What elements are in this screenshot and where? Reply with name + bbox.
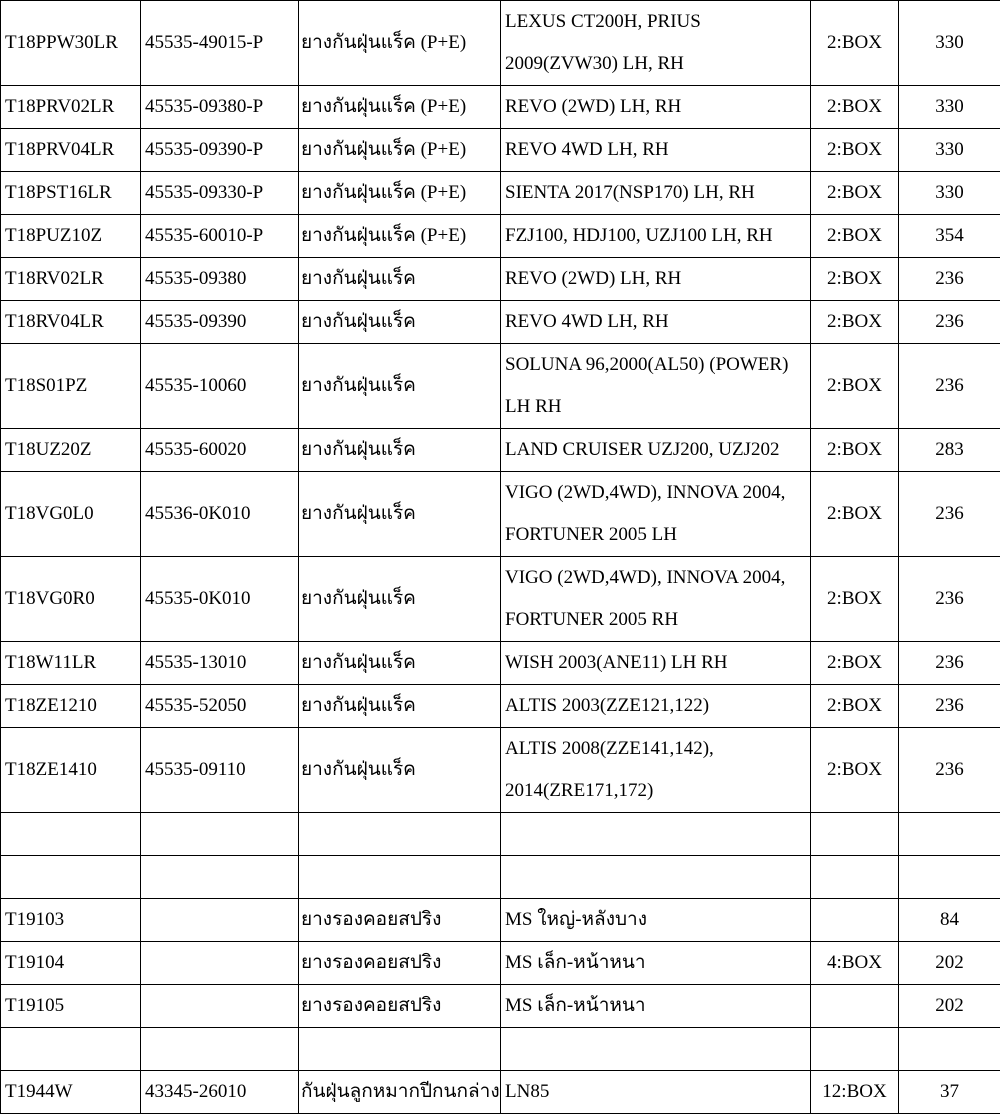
application-cell: [501, 1071, 811, 1114]
oem-number-cell: 45535-0K010: [141, 557, 299, 642]
oem-number-cell: 45535-09330-P: [141, 172, 299, 215]
table-row: [1, 1, 1000, 86]
oem-number-cell: 45536-0K010: [141, 472, 299, 557]
oem-number-cell: 45535-09390-P: [141, 129, 299, 172]
price-cell: [899, 1028, 1000, 1071]
table-row: [1, 942, 1000, 985]
part-code-cell: T18PRV04LR: [1, 129, 141, 172]
oem-number-cell: 45535-13010: [141, 642, 299, 685]
price-cell: 330: [899, 1, 1000, 86]
price-cell: 236: [899, 301, 1000, 344]
application-cell: [501, 899, 811, 942]
price-cell: 236: [899, 642, 1000, 685]
table-row: [1, 557, 1000, 642]
table-row: [1, 258, 1000, 301]
part-code-cell: T18W11LR: [1, 642, 141, 685]
application-line: MS เล็ก-หน้าหนา: [505, 985, 806, 1027]
description-cell: [299, 813, 501, 856]
price-cell: 236: [899, 258, 1000, 301]
packing-cell: 2:BOX: [811, 642, 899, 685]
application-line: LAND CRUISER UZJ200, UZJ202: [505, 429, 806, 471]
table-body: [1, 1, 1000, 1114]
application-cell: [501, 1028, 811, 1071]
packing-cell: 2:BOX: [811, 215, 899, 258]
oem-number-cell: [141, 813, 299, 856]
application-cell: [501, 685, 811, 728]
price-cell: 354: [899, 215, 1000, 258]
oem-number-cell: 45535-60010-P: [141, 215, 299, 258]
oem-number-cell: 45535-09110: [141, 728, 299, 813]
packing-cell: [811, 856, 899, 899]
application-line: VIGO (2WD,4WD), INNOVA 2004,: [505, 557, 806, 599]
application-line: ALTIS 2008(ZZE141,142),: [505, 728, 806, 770]
description-cell: ยางกันฝุ่นแร็ค: [299, 642, 501, 685]
application-line: SIENTA 2017(NSP170) LH, RH: [505, 172, 806, 214]
packing-cell: 2:BOX: [811, 86, 899, 129]
part-code-cell: T18PST16LR: [1, 172, 141, 215]
part-code-cell: T18VG0R0: [1, 557, 141, 642]
packing-cell: 2:BOX: [811, 301, 899, 344]
oem-number-cell: 45535-09390: [141, 301, 299, 344]
application-cell: [501, 129, 811, 172]
part-code-cell: T18ZE1210: [1, 685, 141, 728]
description-cell: ยางรองคอยสปริง: [299, 942, 501, 985]
application-line: [505, 813, 806, 855]
oem-number-cell: [141, 856, 299, 899]
application-line: LEXUS CT200H, PRIUS: [505, 1, 806, 43]
application-line: WISH 2003(ANE11) LH RH: [505, 642, 806, 684]
description-cell: ยางกันฝุ่นแร็ค (P+E): [299, 86, 501, 129]
application-line: 2014(ZRE171,172): [505, 770, 806, 812]
application-cell: [501, 472, 811, 557]
application-cell: [501, 172, 811, 215]
description-cell: ยางกันฝุ่นแร็ค: [299, 472, 501, 557]
table-row: [1, 985, 1000, 1028]
application-cell: [501, 86, 811, 129]
application-cell: [501, 429, 811, 472]
oem-number-cell: 45535-60020: [141, 429, 299, 472]
packing-cell: 2:BOX: [811, 258, 899, 301]
application-line: REVO (2WD) LH, RH: [505, 86, 806, 128]
packing-cell: [811, 985, 899, 1028]
packing-cell: 4:BOX: [811, 942, 899, 985]
price-cell: 202: [899, 985, 1000, 1028]
packing-cell: [811, 1028, 899, 1071]
description-cell: ยางกันฝุ่นแร็ค: [299, 557, 501, 642]
oem-number-cell: 45535-52050: [141, 685, 299, 728]
table-row: [1, 728, 1000, 813]
price-cell: 236: [899, 728, 1000, 813]
packing-cell: 2:BOX: [811, 1, 899, 86]
application-cell: [501, 985, 811, 1028]
price-cell: 236: [899, 472, 1000, 557]
table-row: [1, 642, 1000, 685]
description-cell: ยางกันฝุ่นแร็ค (P+E): [299, 129, 501, 172]
packing-cell: 12:BOX: [811, 1071, 899, 1114]
price-cell: 37: [899, 1071, 1000, 1114]
packing-cell: 2:BOX: [811, 557, 899, 642]
application-line: MS เล็ก-หน้าหนา: [505, 942, 806, 984]
description-cell: ยางกันฝุ่นแร็ค: [299, 429, 501, 472]
description-cell: ยางกันฝุ่นแร็ค: [299, 685, 501, 728]
table-row: [1, 1071, 1000, 1114]
part-code-cell: [1, 813, 141, 856]
table-row: [1, 1028, 1000, 1071]
price-cell: 236: [899, 685, 1000, 728]
packing-cell: 2:BOX: [811, 728, 899, 813]
application-line: LH RH: [505, 386, 806, 428]
application-cell: [501, 856, 811, 899]
part-code-cell: [1, 856, 141, 899]
packing-cell: [811, 813, 899, 856]
price-cell: 330: [899, 172, 1000, 215]
description-cell: ยางรองคอยสปริง: [299, 985, 501, 1028]
part-code-cell: T19105: [1, 985, 141, 1028]
application-line: ALTIS 2003(ZZE121,122): [505, 685, 806, 727]
packing-cell: 2:BOX: [811, 344, 899, 429]
part-code-cell: T1944W: [1, 1071, 141, 1114]
description-cell: ยางกันฝุ่นแร็ค (P+E): [299, 215, 501, 258]
table-row: [1, 301, 1000, 344]
description-cell: ยางกันฝุ่นแร็ค: [299, 344, 501, 429]
table-row: [1, 813, 1000, 856]
part-code-cell: T18S01PZ: [1, 344, 141, 429]
application-line: [505, 1028, 806, 1070]
oem-number-cell: 45535-10060: [141, 344, 299, 429]
description-cell: ยางกันฝุ่นแร็ค: [299, 728, 501, 813]
description-cell: ยางรองคอยสปริง: [299, 899, 501, 942]
part-code-cell: T18RV02LR: [1, 258, 141, 301]
oem-number-cell: 45535-49015-P: [141, 1, 299, 86]
price-cell: 330: [899, 86, 1000, 129]
part-code-cell: T18VG0L0: [1, 472, 141, 557]
packing-cell: 2:BOX: [811, 472, 899, 557]
table-row: [1, 685, 1000, 728]
table-row: [1, 86, 1000, 129]
oem-number-cell: [141, 1028, 299, 1071]
application-cell: [501, 942, 811, 985]
application-line: REVO (2WD) LH, RH: [505, 258, 806, 300]
packing-cell: [811, 899, 899, 942]
description-cell: ยางกันฝุ่นแร็ค: [299, 301, 501, 344]
application-cell: [501, 728, 811, 813]
packing-cell: 2:BOX: [811, 129, 899, 172]
part-code-cell: T19104: [1, 942, 141, 985]
oem-number-cell: 45535-09380: [141, 258, 299, 301]
application-cell: [501, 301, 811, 344]
price-cell: [899, 856, 1000, 899]
price-cell: 330: [899, 129, 1000, 172]
application-cell: [501, 642, 811, 685]
oem-number-cell: [141, 899, 299, 942]
application-line: [505, 856, 806, 898]
description-cell: [299, 856, 501, 899]
application-cell: [501, 813, 811, 856]
part-code-cell: [1, 1028, 141, 1071]
table-row: [1, 429, 1000, 472]
application-line: LN85: [505, 1071, 806, 1113]
description-cell: ยางกันฝุ่นแร็ค (P+E): [299, 172, 501, 215]
application-cell: [501, 557, 811, 642]
application-line: MS ใหญ่-หลังบาง: [505, 899, 806, 941]
description-cell: กันฝุ่นลูกหมากปีกนกล่าง: [299, 1071, 501, 1114]
application-line: 2009(ZVW30) LH, RH: [505, 43, 806, 85]
application-line: REVO 4WD LH, RH: [505, 129, 806, 171]
application-cell: [501, 1, 811, 86]
application-cell: [501, 344, 811, 429]
table-row: [1, 172, 1000, 215]
application-cell: [501, 215, 811, 258]
table-row: [1, 856, 1000, 899]
packing-cell: 2:BOX: [811, 685, 899, 728]
table-row: [1, 899, 1000, 942]
price-cell: 283: [899, 429, 1000, 472]
part-code-cell: T18ZE1410: [1, 728, 141, 813]
part-code-cell: T18RV04LR: [1, 301, 141, 344]
packing-cell: 2:BOX: [811, 429, 899, 472]
table-row: [1, 472, 1000, 557]
description-cell: ยางกันฝุ่นแร็ค: [299, 258, 501, 301]
price-cell: [899, 813, 1000, 856]
part-code-cell: T18UZ20Z: [1, 429, 141, 472]
application-line: FZJ100, HDJ100, UZJ100 LH, RH: [505, 215, 806, 257]
oem-number-cell: [141, 942, 299, 985]
table-row: [1, 215, 1000, 258]
price-cell: 202: [899, 942, 1000, 985]
table-row: [1, 129, 1000, 172]
oem-number-cell: 45535-09380-P: [141, 86, 299, 129]
oem-number-cell: 43345-26010: [141, 1071, 299, 1114]
part-code-cell: T19103: [1, 899, 141, 942]
price-cell: 236: [899, 557, 1000, 642]
application-line: SOLUNA 96,2000(AL50) (POWER): [505, 344, 806, 386]
table-row: [1, 344, 1000, 429]
application-line: REVO 4WD LH, RH: [505, 301, 806, 343]
part-code-cell: T18PPW30LR: [1, 1, 141, 86]
description-cell: ยางกันฝุ่นแร็ค (P+E): [299, 1, 501, 86]
part-code-cell: T18PRV02LR: [1, 86, 141, 129]
oem-number-cell: [141, 985, 299, 1028]
part-code-cell: T18PUZ10Z: [1, 215, 141, 258]
application-line: FORTUNER 2005 LH: [505, 514, 806, 556]
application-cell: [501, 258, 811, 301]
application-line: FORTUNER 2005 RH: [505, 599, 806, 641]
packing-cell: 2:BOX: [811, 172, 899, 215]
price-cell: 236: [899, 344, 1000, 429]
price-cell: 84: [899, 899, 1000, 942]
description-cell: [299, 1028, 501, 1071]
application-line: VIGO (2WD,4WD), INNOVA 2004,: [505, 472, 806, 514]
